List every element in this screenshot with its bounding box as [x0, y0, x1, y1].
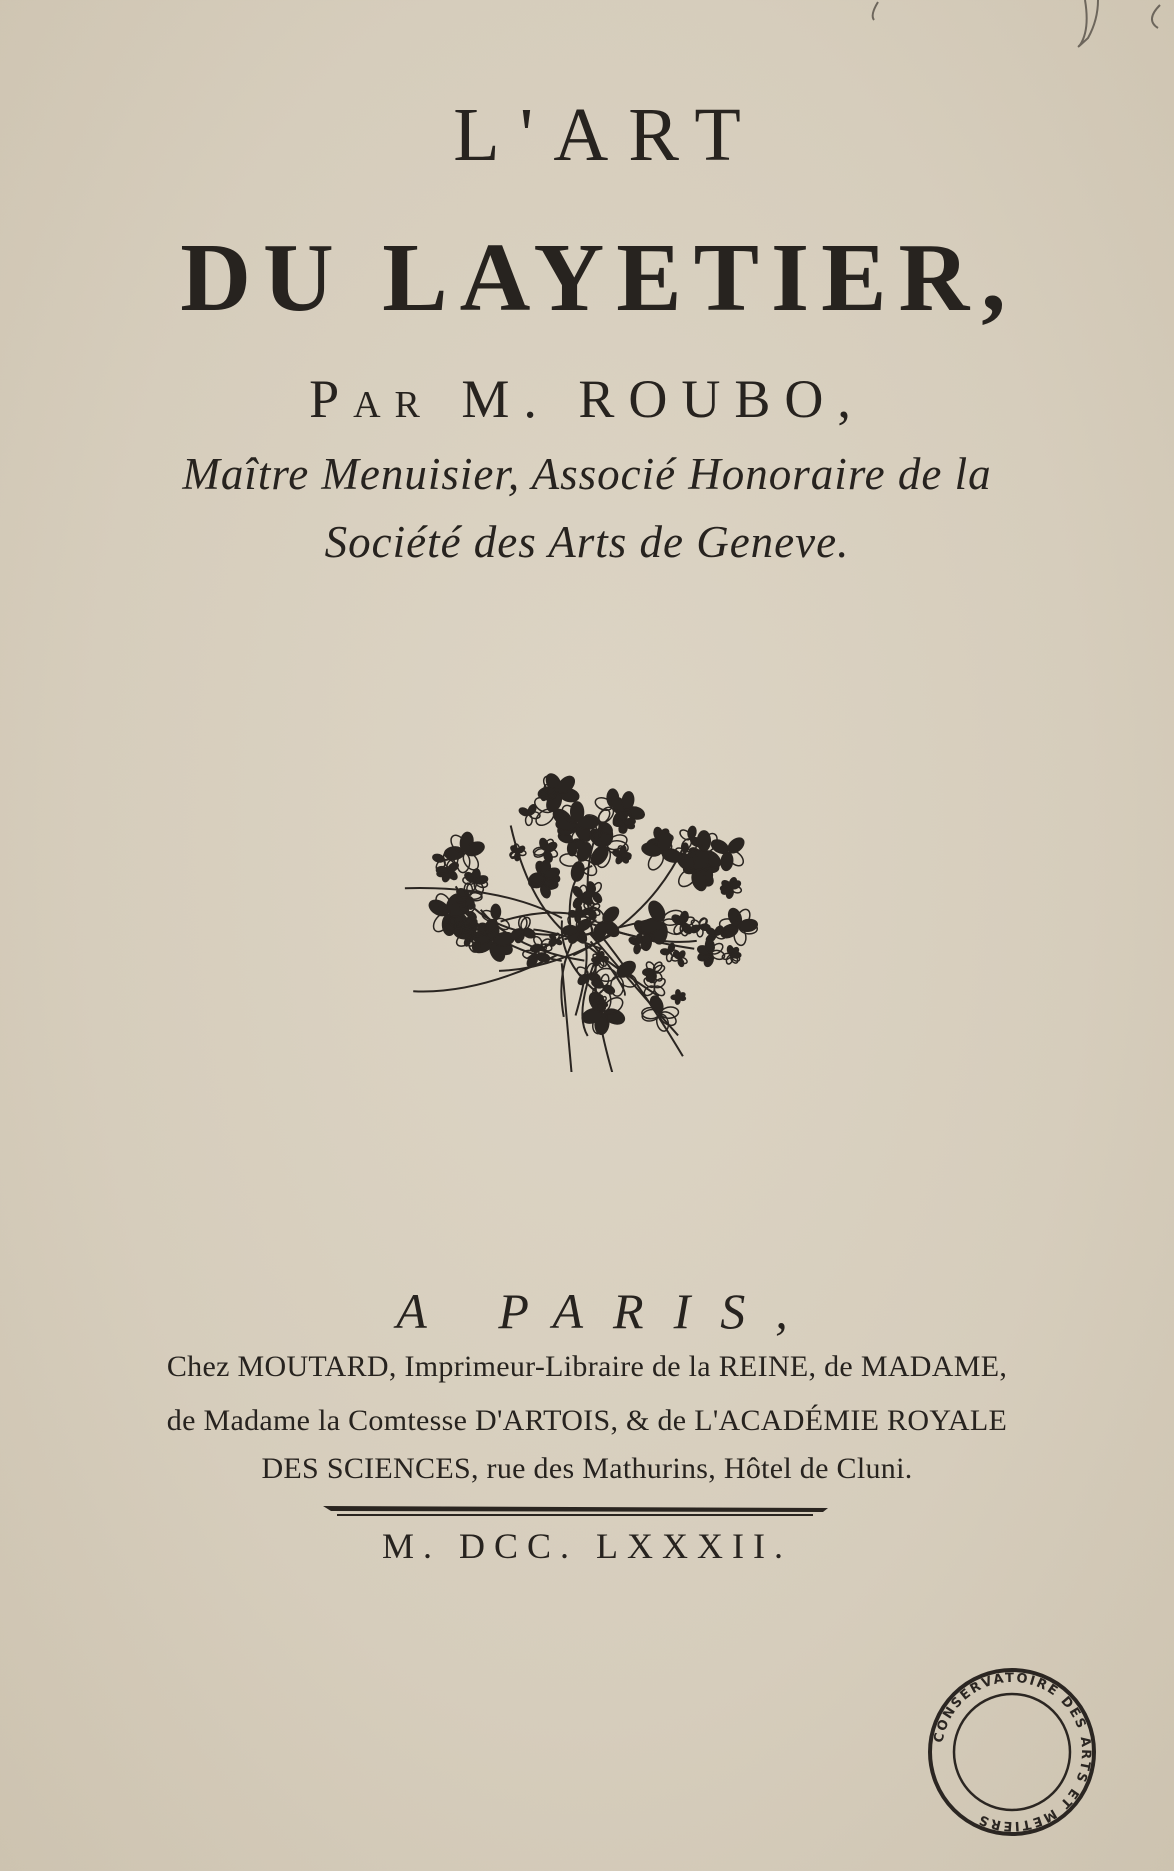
imprint-line-1: Chez MOUTARD, Imprimeur-Libraire de la REINE, de MADAME,: [166, 1350, 1008, 1383]
floral-ornament-image: [390, 712, 785, 1072]
author-description-1: Maître Menuisier, Associé Honoraire de la: [182, 449, 992, 499]
title-line-2: DU LAYETIER,: [180, 224, 1018, 332]
library-stamp: [922, 1662, 1102, 1842]
imprint-line-3: DES SCIENCES, rue des Mathurins, Hôtel de Cluni.: [261, 1452, 913, 1485]
ornament-flower: [462, 869, 488, 895]
svg-text:CONSERVATOIRE DES ARTS ET MÉTI: CONSERVATOIRE DES ARTS ET MÉTIERS: [931, 1670, 1094, 1834]
ornament-flower: [533, 837, 559, 863]
imprint-line-2: de Madame la Comtesse D'ARTOIS, & de L'ACADÉMIE ROYALE: [166, 1404, 1008, 1437]
ornament-flower: [720, 877, 742, 899]
ornament-flower: [719, 907, 758, 947]
title-line-1: L'ART: [453, 93, 761, 177]
ornament-flower: [671, 990, 686, 1005]
author-description-2: Société des Arts de Geneve.: [324, 517, 850, 567]
ornament-flower: [509, 843, 526, 860]
ornament-flower: [671, 950, 688, 967]
author-line: Par M. ROUBO,: [309, 369, 865, 429]
ornament-flower: [696, 939, 725, 968]
place-of-publication: A PARIS,: [396, 1283, 818, 1339]
handwritten-shelfmark: [840, 0, 1174, 60]
publication-date: M. DCC. LXXXII.: [382, 1526, 792, 1566]
ornament-flower: [689, 917, 710, 937]
ornament-flower: [642, 960, 665, 983]
double-rule-divider: [323, 1504, 828, 1518]
ornament-flower: [641, 831, 683, 872]
ornament-stem: [562, 963, 574, 1072]
